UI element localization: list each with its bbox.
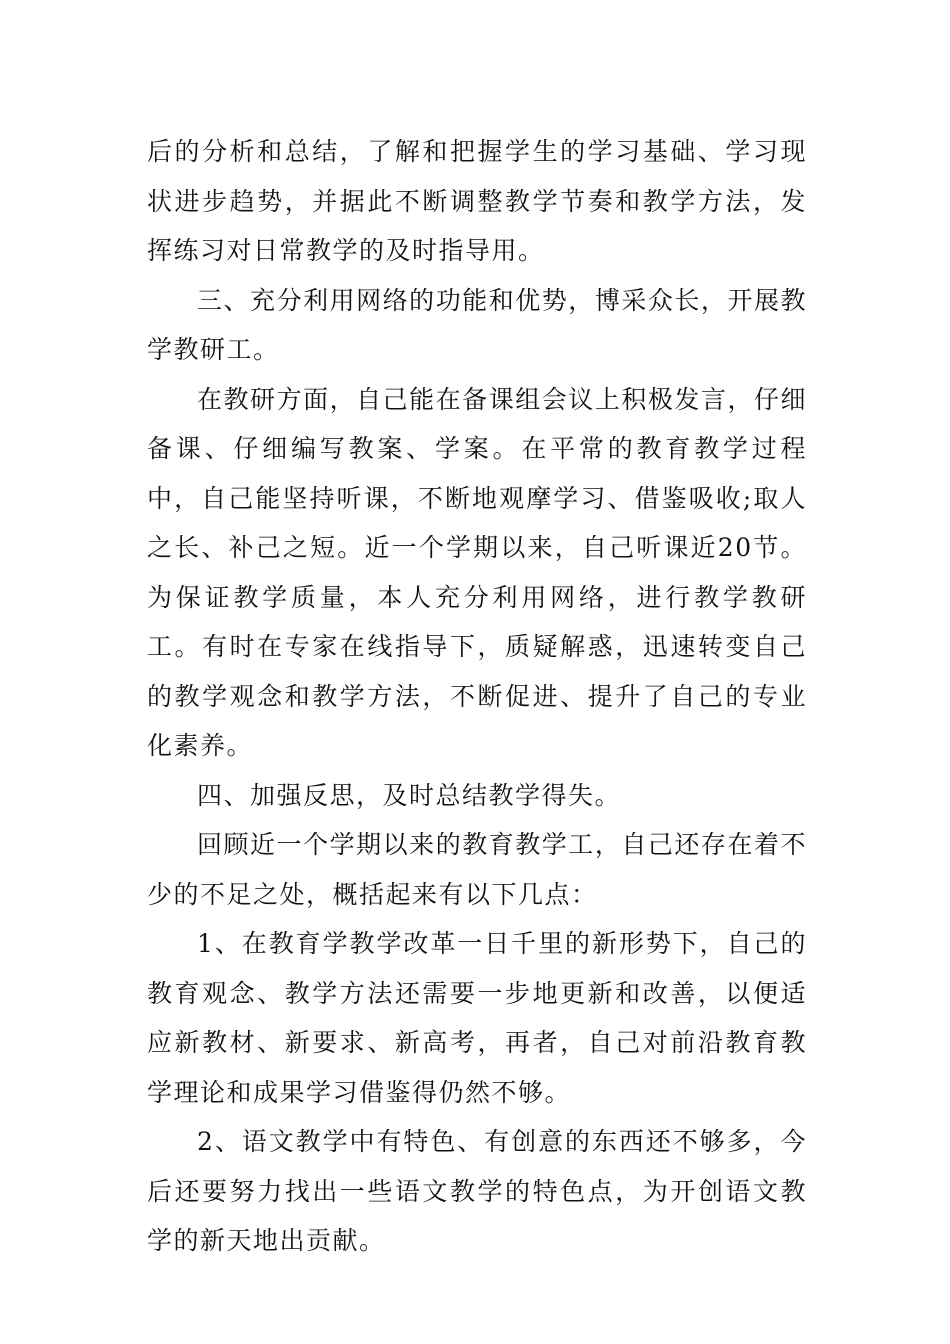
section-heading-3: 三、充分利用网络的功能和优势，博采众长，开展教学教研工。 [147,285,807,364]
paragraph-continuation: 后的分析和总结，了解和把握学生的学习基础、学习现状进步趋势，并据此不断调整教学节奏和教学方法，发挥练习对日常教学的及时指导用。 [147,137,807,265]
paragraph-research: 在教研方面，自己能在备课组会议上积极发言，仔细备课、仔细编写教案、学案。在平常的教育教学过程中，自己能坚持听课，不断地观摩学习、借鉴吸收;取人之长、补己之短。近一个学期以来，自己听课近20节。为保证教学质量，本人充分利用网络，进行教学教研工。有时在专家在线指导下，质疑解惑，迅速转变自己的教学观念和教学方法，不断促进、提升了自己的专业化素养。 [147,384,807,760]
paragraph-review: 回顾近一个学期以来的教育教学工，自己还存在着不少的不足之处，概括起来有以下几点： [147,830,807,909]
section-heading-4: 四、加强反思，及时总结教学得失。 [197,780,622,810]
list-item-1: 1、在教育学教学改革一日千里的新形势下，自己的教育观念、教学方法还需要一步地更新和改善，以便适应新教材、新要求、新高考，再者，自己对前沿教育教学理论和成果学习借鉴得仍然不够。 [147,929,807,1107]
document-body [147,127,807,1266]
list-item-2: 2、语文教学中有特色、有创意的东西还不够多，今后还要努力找出一些语文教学的特色点，为开创语文教学的新天地出贡献。 [147,1127,807,1255]
